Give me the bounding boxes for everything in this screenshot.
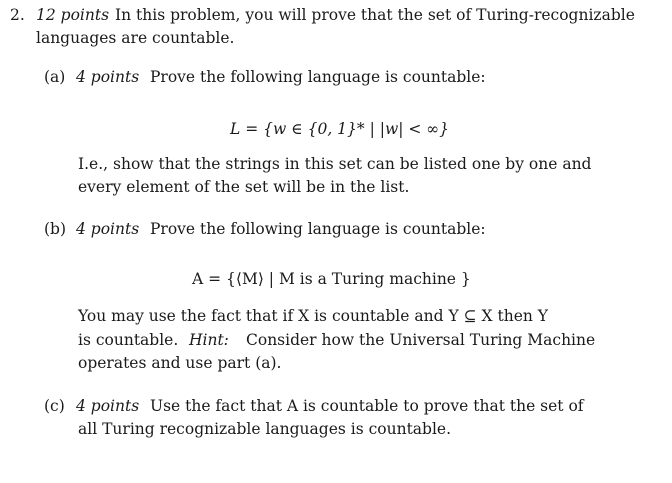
- part-b-points: 4 points: [76, 220, 140, 238]
- part-a-math: L = {w ∈ {0, 1}* | |w| < ∞}: [230, 120, 450, 138]
- part-b-hint-label: Hint:: [189, 331, 229, 349]
- part-b-text-line2-suffix: Consider how the Universal Turing Machine: [246, 331, 596, 349]
- part-a-explain-line1: I.e., show that the strings in this set can be listed one by one and: [78, 155, 592, 173]
- part-b-text-line2-prefix: is countable.: [78, 331, 179, 349]
- part-a-explain-line2: every element of the set will be in the list.: [78, 178, 410, 196]
- part-b-math: A = {⟨M⟩ | M is a Turing machine }: [192, 270, 471, 288]
- part-a-points: 4 points: [76, 68, 140, 86]
- part-b-text-line3: operates and use part (a).: [78, 354, 282, 372]
- part-c-points: 4 points: [76, 397, 140, 415]
- problem-number: 2.: [10, 6, 25, 24]
- problem-intro-line1: In this problem, you will prove that the set of Turing-recognizable: [115, 6, 635, 24]
- part-b-prompt: Prove the following language is countable:: [150, 220, 486, 238]
- part-a-label: (a): [44, 68, 66, 86]
- problem-points: 12 points: [36, 6, 110, 24]
- part-c-text-line1: Use the fact that A is countable to prove that the set of: [150, 397, 584, 415]
- part-b-label: (b): [44, 220, 67, 238]
- part-b-text-line1: You may use the fact that if X is countable and Y ⊆ X then Y: [78, 307, 549, 325]
- part-a-prompt: Prove the following language is countable:: [150, 68, 486, 86]
- part-c-text-line2: all Turing recognizable languages is countable.: [78, 420, 452, 438]
- problem-intro-line2: languages are countable.: [36, 29, 235, 47]
- part-c-label: (c): [44, 397, 65, 415]
